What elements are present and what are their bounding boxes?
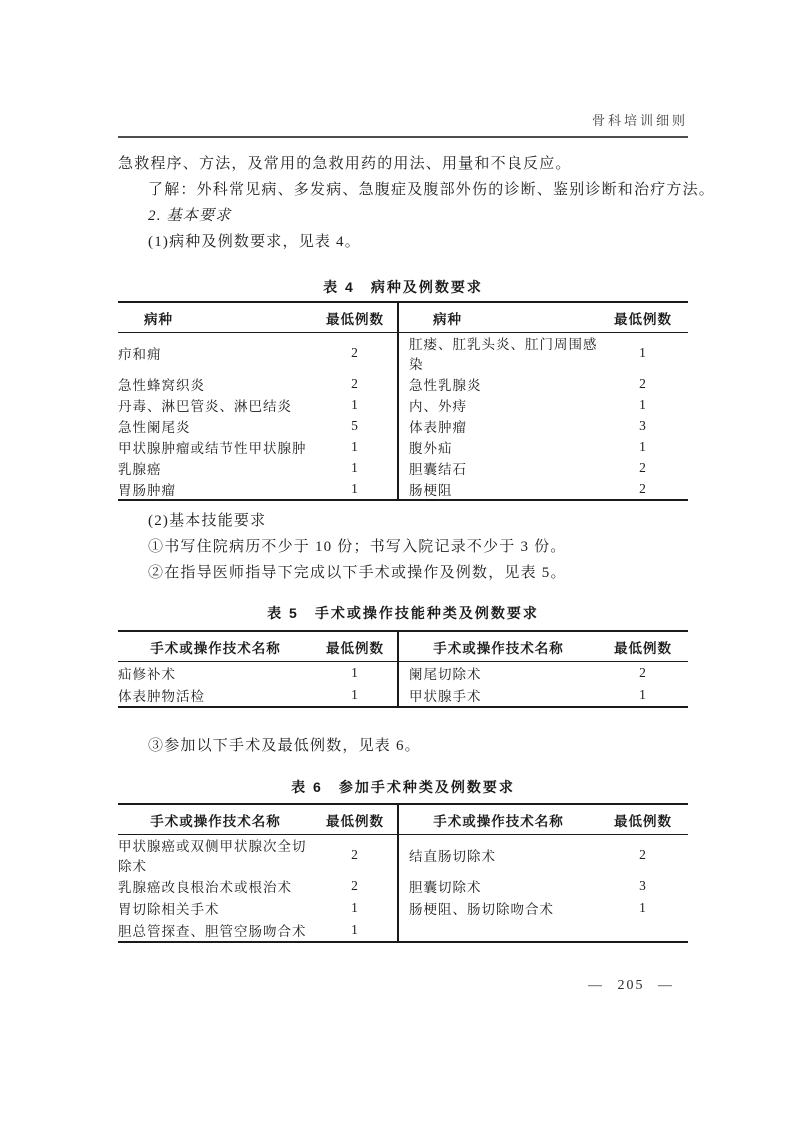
table-cell: 1 xyxy=(351,438,359,454)
table-cell: 1 xyxy=(639,687,647,702)
table-cell: 内、外痔 xyxy=(398,394,598,415)
table-cell: 5 xyxy=(351,417,359,433)
table-header-cell: 最低例数 xyxy=(313,804,398,835)
table-cell: 2 xyxy=(351,878,359,893)
table-cell xyxy=(598,919,688,942)
table-header-cell: 最低例数 xyxy=(313,631,398,662)
table-row xyxy=(118,478,688,500)
table-cell: 2 xyxy=(639,375,647,391)
header-rule xyxy=(118,136,688,138)
table-cell: 1 xyxy=(639,900,647,915)
table-row xyxy=(118,919,688,942)
table-row xyxy=(118,373,688,394)
table-header-cell: 病种 xyxy=(398,302,598,333)
table-header-cell: 手术或操作技术名称 xyxy=(118,631,313,662)
table-cell: 丹毒、淋巴管炎、淋巴结炎 xyxy=(118,398,292,414)
table-row xyxy=(118,684,688,707)
body-paragraph: 急救程序、方法，及常用的急救用药的用法、用量和不良反应。 xyxy=(118,156,572,172)
table-cell: 胃切除相关手术 xyxy=(118,902,220,917)
table-row xyxy=(118,436,688,457)
table-row xyxy=(118,333,688,374)
table-cell: 结直肠切除术 xyxy=(398,835,598,876)
table-cell xyxy=(398,919,598,942)
table-cell: 1 xyxy=(351,396,359,412)
table-cell: 2 xyxy=(639,480,647,496)
table-cell: 1 xyxy=(639,438,647,454)
table-cell: 2 xyxy=(639,665,647,680)
table-cell: 肠梗阻、肠切除吻合术 xyxy=(398,897,598,919)
table-cell: 1 xyxy=(351,900,359,915)
table-cell: 腹外疝 xyxy=(398,436,598,457)
table-cell: 胃肠肿瘤 xyxy=(118,482,176,498)
table-cell: 乳腺癌 xyxy=(118,461,162,477)
body-paragraph: 了解：外科常见病、多发病、急腹症及腹部外伤的诊断、鉴别诊断和治疗方法。 xyxy=(148,182,716,198)
table-cell: 1 xyxy=(351,922,359,937)
table-row xyxy=(118,457,688,478)
table-header-cell: 病种 xyxy=(118,302,313,333)
table-cell: 1 xyxy=(351,665,359,680)
table-row xyxy=(118,662,688,685)
table-6-title: 表 6 参加手术种类及例数要求 xyxy=(291,779,515,795)
table-cell: 疝修补术 xyxy=(118,667,176,682)
section-heading: 2. 基本要求 xyxy=(148,208,232,224)
table-cell: 阑尾切除术 xyxy=(398,662,598,685)
table-cell: 甲状腺癌或双侧甲状腺次全切除术 xyxy=(118,839,307,874)
body-paragraph: (1)病种及例数要求，见表 4。 xyxy=(148,234,361,250)
table-header-cell: 最低例数 xyxy=(598,302,688,333)
table-cell: 胆囊切除术 xyxy=(398,875,598,897)
table-cell: 甲状腺肿瘤或结节性甲状腺肿 xyxy=(118,440,307,456)
table-row xyxy=(118,394,688,415)
table-cell: 胆总管探查、胆管空肠吻合术 xyxy=(118,924,307,939)
table-cell: 1 xyxy=(351,459,359,475)
table-cell: 体表肿物活检 xyxy=(118,689,205,704)
table-cell: 1 xyxy=(639,345,647,360)
table-row xyxy=(118,835,688,876)
page-number: — 205 — xyxy=(588,978,674,993)
table-header-cell: 最低例数 xyxy=(598,631,688,662)
body-paragraph: ③参加以下手术及最低例数，见表 6。 xyxy=(148,738,421,754)
table-5-title: 表 5 手术或操作技能种类及例数要求 xyxy=(267,605,539,621)
table-row xyxy=(118,875,688,897)
table-header-cell: 最低例数 xyxy=(313,302,398,333)
table-header-cell: 手术或操作技术名称 xyxy=(398,631,598,662)
body-paragraph: ②在指导医师指导下完成以下手术或操作及例数，见表 5。 xyxy=(148,565,567,581)
table-cell: 2 xyxy=(351,847,359,862)
table-cell: 2 xyxy=(351,345,359,360)
table-4-title: 表 4 病种及例数要求 xyxy=(323,279,483,295)
table-cell: 甲状腺手术 xyxy=(398,684,598,707)
table-cell: 疖和痈 xyxy=(118,347,162,362)
table-header-cell: 手术或操作技术名称 xyxy=(398,804,598,835)
table-5 xyxy=(118,630,688,708)
table-header-cell: 最低例数 xyxy=(598,804,688,835)
table-cell: 急性阑尾炎 xyxy=(118,419,191,435)
table-cell: 乳腺癌改良根治术或根治术 xyxy=(118,880,292,895)
table-row xyxy=(118,415,688,436)
table-cell: 肛瘘、肛乳头炎、肛门周围感染 xyxy=(398,333,598,374)
running-head: 骨科培训细则 xyxy=(591,113,688,128)
table-row xyxy=(118,897,688,919)
body-paragraph: (2)基本技能要求 xyxy=(148,513,267,529)
table-6 xyxy=(118,803,688,943)
table-cell: 急性蜂窝织炎 xyxy=(118,377,205,393)
table-cell: 体表肿瘤 xyxy=(398,415,598,436)
table-cell: 急性乳腺炎 xyxy=(398,373,598,394)
table-cell: 肠梗阻 xyxy=(398,478,598,500)
table-header-cell: 手术或操作技术名称 xyxy=(118,804,313,835)
table-cell: 1 xyxy=(351,687,359,702)
table-cell: 3 xyxy=(639,417,647,433)
body-paragraph: ①书写住院病历不少于 10 份；书写入院记录不少于 3 份。 xyxy=(148,539,567,555)
table-cell: 2 xyxy=(639,459,647,475)
table-cell: 1 xyxy=(639,396,647,412)
table-4 xyxy=(118,301,688,501)
table-cell: 胆囊结石 xyxy=(398,457,598,478)
table-cell: 2 xyxy=(351,375,359,391)
table-cell: 3 xyxy=(639,878,647,893)
table-cell: 1 xyxy=(351,480,359,496)
table-cell: 2 xyxy=(639,847,647,862)
